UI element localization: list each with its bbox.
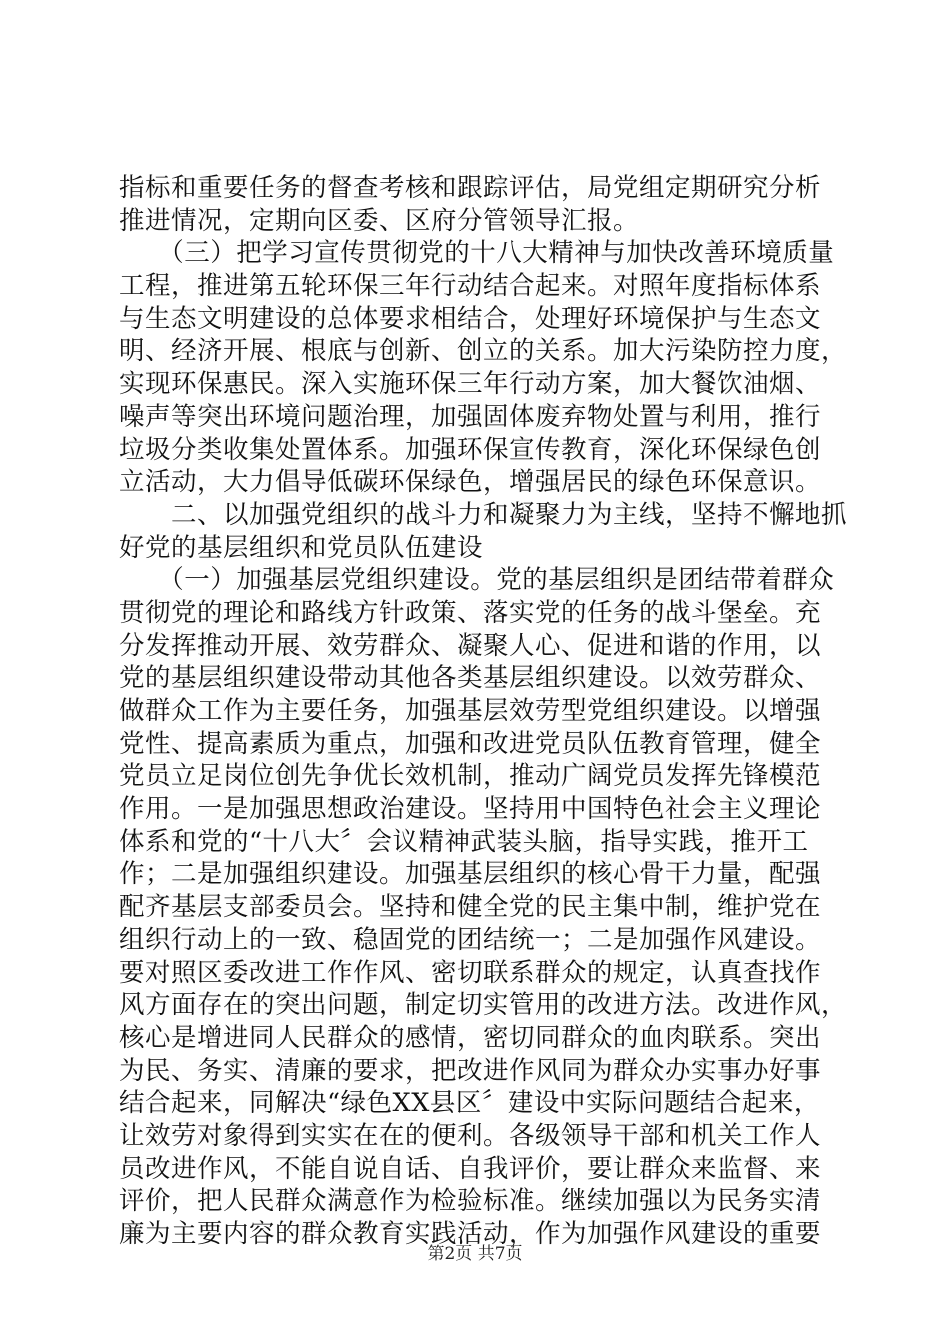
text-line: 作；二是加强组织建设。加强基层组织的核心骨干力量，配强: [119, 859, 822, 890]
text-line: 员改进作风，不能自说自话、自我评价，要让群众来监督、来: [119, 1153, 822, 1184]
text-line: 噪声等突出环境问题治理，加强固体废弃物处置与利用，推行: [119, 401, 822, 432]
text-line: 党性、提高素质为重点，加强和改进党员队伍教育管理，健全: [119, 728, 822, 759]
text-line: 作用。一是加强思想政治建设。坚持用中国特色社会主义理论: [119, 794, 822, 825]
text-line: 评价，把人民群众满意作为检验标准。继续加强以为民务实清: [119, 1186, 822, 1217]
text-line: 工程，推进第五轮环保三年行动结合起来。对照年度指标体系: [119, 271, 822, 302]
text-line: 垃圾分类收集处置体系。加强环保宣传教育，深化环保绿色创: [119, 434, 822, 465]
text-line: 风方面存在的突出问题，制定切实管用的改进方法。改进作风，: [119, 990, 848, 1021]
text-line: 让效劳对象得到实实在在的便利。各级领导干部和机关工作人: [119, 1120, 822, 1151]
text-line: 指标和重要任务的督查考核和跟踪评估，局党组定期研究分析: [119, 173, 822, 203]
text-line: 二、以加强党组织的战斗力和凝聚力为主线，坚持不懈地抓: [119, 499, 848, 530]
text-line: （三）把学习宣传贯彻党的十八大精神与加快改善环境质量: [119, 238, 835, 269]
page-footer: 第2页 共7页: [427, 1244, 523, 1264]
text-line: 立活动，大力倡导低碳环保绿色，增强居民的绿色环保意识。: [119, 467, 822, 498]
text-line: 分发挥推动开展、效劳群众、凝聚人心、促进和谐的作用，以: [119, 630, 822, 661]
text-line: 体系和党的“十八大〞会议精神武装头脑，指导实践，推开工: [119, 826, 809, 857]
text-line: 做群众工作为主要任务，加强基层效劳型党组织建设。以增强: [119, 696, 822, 726]
text-line: 结合起来，同解决“绿色XX县区〞建设中实际问题结合起来，: [119, 1088, 820, 1119]
text-line: 推进情况，定期向区委、区府分管领导汇报。: [119, 205, 640, 236]
text-line: 为民、务实、清廉的要求，把改进作风同为群众办实事办好事: [119, 1055, 822, 1086]
text-line: 核心是增进同人民群众的感情，密切同群众的血肉联系。突出: [119, 1022, 822, 1053]
text-line: （一）加强基层党组织建设。党的基层组织是团结带着群众: [119, 565, 835, 596]
text-line: 廉为主要内容的群众教育实践活动，作为加强作风建设的重要: [119, 1219, 822, 1249]
text-line: 党的基层组织建设带动其他各类基层组织建设。以效劳群众、: [119, 663, 822, 694]
text-line: 好党的基层组织和党员队伍建设: [119, 532, 484, 563]
text-line: 与生态文明建设的总体要求相结合，处理好环境保护与生态文: [119, 303, 822, 334]
text-line: 明、经济开展、根底与创新、创立的关系。加大污染防控力度，: [119, 336, 848, 367]
text-line: 实现环保惠民。深入实施环保三年行动方案，加大餐饮油烟、: [119, 369, 822, 400]
text-line: 贯彻党的理论和路线方针政策、落实党的任务的战斗堡垒。充: [119, 597, 822, 628]
text-line: 党员立足岗位创先争优长效机制，推动广阔党员发挥先锋模范: [119, 761, 822, 792]
document-body: [119, 172, 848, 1251]
text-line: 要对照区委改进工作作风、密切联系群众的规定，认真查找作: [119, 957, 822, 988]
text-line: 配齐基层支部委员会。坚持和健全党的民主集中制，维护党在: [119, 892, 822, 923]
text-line: 组织行动上的一致、稳固党的团结统一；二是加强作风建设。: [119, 924, 822, 955]
